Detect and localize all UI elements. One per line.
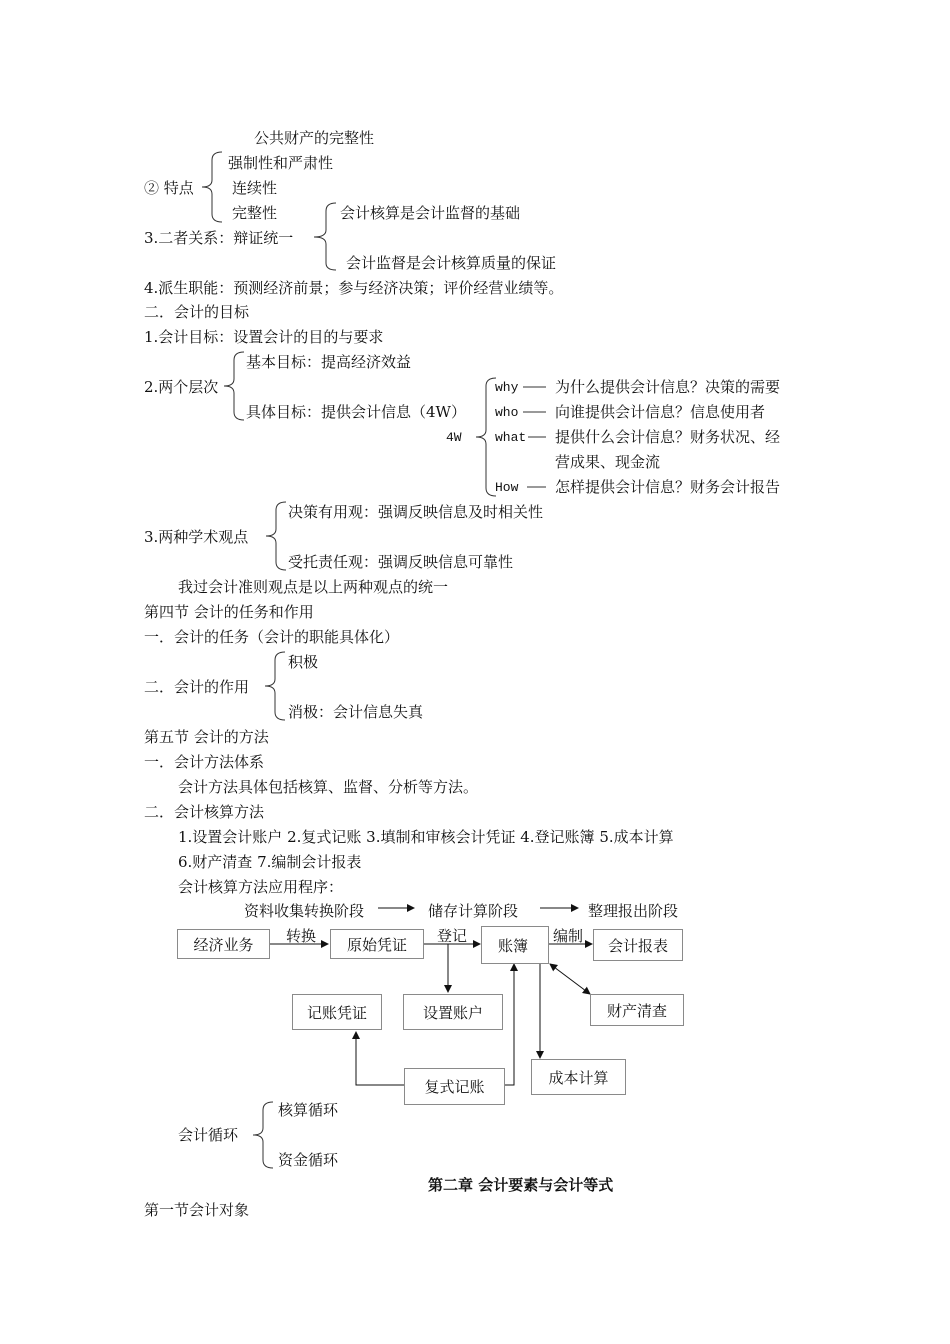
box-double-entry: 复式记账 [404, 1068, 505, 1105]
stage-storage: 储存计算阶段 [428, 902, 519, 920]
brace-levels [224, 352, 244, 420]
sec4-title: 第四节 会计的任务和作用 [144, 603, 314, 621]
goal-heading: 二．会计的目标 [144, 303, 250, 321]
w-value-what-cont: 营成果、现金流 [555, 453, 661, 471]
box-bookkeeping-voucher: 记账凭证 [292, 994, 382, 1030]
w-key-why: why [495, 380, 519, 395]
derived-functions: 4.派生职能：预测经济前景；参与经济决策；评价经营业绩等。 [144, 279, 564, 297]
goal-levels-label: 2.两个层次 [144, 378, 219, 396]
cycle-a: 核算循环 [278, 1101, 339, 1119]
sec5-list2: 6.财产清查 7.编制会计报表 [178, 853, 362, 871]
goal-specific: 具体目标：提供会计信息（4W） [246, 403, 466, 421]
w-key-how: How [495, 480, 519, 495]
box-inventory: 财产清查 [590, 994, 684, 1026]
sec5-h2: 二．会计核算方法 [144, 803, 265, 821]
w-value-why: 为什么提供会计信息？决策的需要 [555, 378, 781, 396]
cycle-b: 资金循环 [278, 1151, 339, 1169]
label-convert: 转换 [286, 927, 317, 945]
feature-item-3: 完整性 [232, 204, 278, 222]
brace-4w [476, 378, 496, 496]
brace-role [265, 652, 285, 720]
views-note: 我过会计准则观点是以上两种观点的统一 [178, 578, 449, 596]
relation-b: 会计监督是会计核算质量的保证 [346, 254, 557, 272]
box-report: 会计报表 [593, 929, 683, 961]
box-voucher: 原始凭证 [330, 929, 424, 959]
sec5-procedure: 会计核算方法应用程序： [178, 878, 344, 896]
sec5-title: 第五节 会计的方法 [144, 728, 269, 746]
cycle-label: 会计循环 [178, 1126, 239, 1144]
w-value-who: 向谁提供会计信息？信息使用者 [555, 403, 766, 421]
goal-4w-label: 4W [446, 430, 462, 445]
brace-relation [314, 203, 336, 270]
goal-basic: 基本目标：提高经济效益 [246, 353, 412, 371]
brace-views [266, 502, 286, 570]
brace-features [202, 152, 222, 222]
feature-item-2: 连续性 [232, 179, 278, 197]
sec5-h1: 一．会计方法体系 [144, 753, 265, 771]
label-compile: 编制 [553, 927, 584, 945]
role-positive: 积极 [288, 653, 319, 671]
relation-a: 会计核算是会计监督的基础 [340, 204, 521, 222]
sec5-list1: 1.设置会计账户 2.复式记账 3.填制和审核会计凭证 4.登记账簿 5.成本计算 [178, 828, 674, 846]
w-value-how: 怎样提供会计信息？财务会计报告 [555, 478, 781, 496]
feature-item-0: 公共财产的完整性 [254, 129, 375, 147]
view-b: 受托责任观：强调反映信息可靠性 [288, 553, 514, 571]
label-register: 登记 [437, 927, 468, 945]
w-key-who: who [495, 405, 519, 420]
role-negative: 消极：会计信息失真 [288, 703, 424, 721]
stage-reporting: 整理报出阶段 [588, 902, 679, 920]
stage-collection: 资料收集转换阶段 [244, 902, 365, 920]
features-label: ② 特点 [144, 179, 194, 197]
chapter2-title: 第二章 会计要素与会计等式 [428, 1176, 614, 1194]
goal-definition: 1.会计目标：设置会计的目的与要求 [144, 328, 384, 346]
sec5-p1: 会计方法具体包括核算、监督、分析等方法。 [178, 778, 479, 796]
brace-cycle [253, 1102, 273, 1168]
views-label: 3.两种学术观点 [144, 528, 249, 546]
feature-item-1: 强制性和严肃性 [228, 154, 334, 172]
sec4-task: 一．会计的任务（会计的职能具体化） [144, 628, 400, 646]
box-business: 经济业务 [177, 929, 270, 959]
view-a: 决策有用观：强调反映信息及时相关性 [288, 503, 544, 521]
w-key-what: what [495, 430, 527, 445]
box-cost: 成本计算 [531, 1059, 626, 1095]
sec1-title: 第一节会计对象 [144, 1201, 250, 1219]
w-value-what: 提供什么会计信息？财务状况、经 [555, 428, 781, 446]
box-setup-accounts: 设置账户 [403, 994, 503, 1030]
relation-label: 3.二者关系：辩证统一 [144, 229, 294, 247]
box-ledger: 账簿 [481, 926, 549, 964]
role-label: 二．会计的作用 [144, 678, 250, 696]
